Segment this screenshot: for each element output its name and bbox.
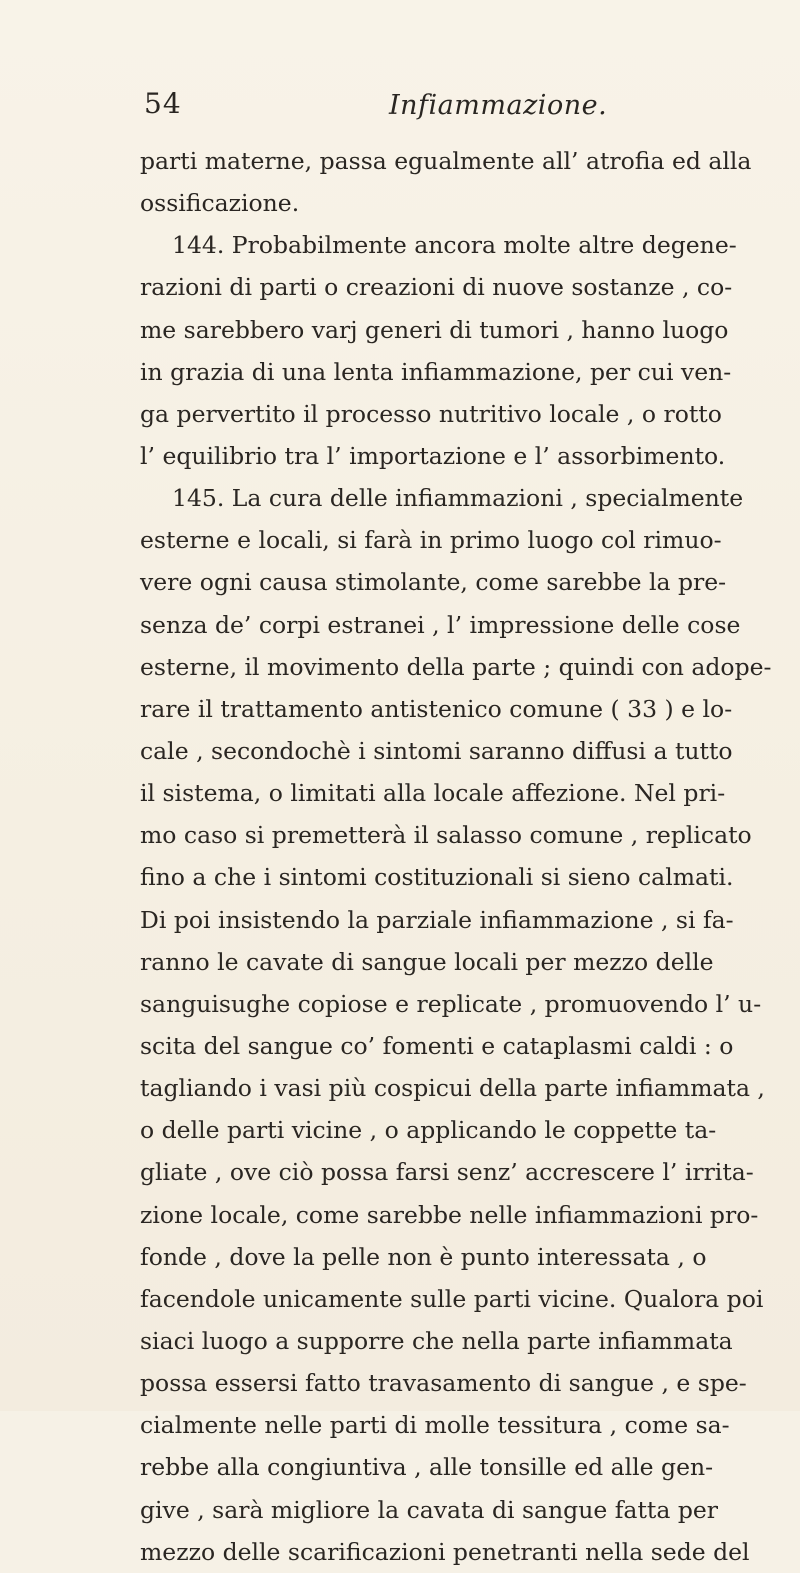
text-line: sanguisughe copiose e replicate , promuovendo l’ u- bbox=[140, 989, 762, 1018]
text-line: ossificazione. bbox=[140, 189, 300, 218]
text-line: give , sarà migliore la cavata di sangue fatta per bbox=[140, 1495, 718, 1524]
text-line: esterne, il movimento della parte ; quindi con adope- bbox=[140, 652, 772, 681]
paragraph-144-start: 144. Probabilmente ancora molte altre degene- bbox=[172, 231, 737, 260]
text-line: o delle parti vicine , o applicando le coppette ta- bbox=[140, 1116, 717, 1145]
text-line: cale , secondochè i sintomi saranno diffusi a tutto bbox=[140, 736, 733, 765]
text-line: razioni di parti o creazioni di nuove sostanze , co- bbox=[140, 273, 733, 302]
text-line: rare il trattamento antistenico comune ( 33 ) e lo- bbox=[140, 694, 733, 723]
text-line: fino a che i sintomi costituzionali si sieno calmati. bbox=[140, 863, 734, 892]
text-line: mo caso si premetterà il salasso comune , replicato bbox=[140, 821, 752, 850]
paragraph-145-start: 145. La cura delle infiammazioni , specialmente bbox=[172, 484, 744, 513]
text-line: zione locale, come sarebbe nelle infiammazioni pro- bbox=[140, 1200, 759, 1229]
text-line: senza de’ corpi estranei , l’ impressione delle cose bbox=[140, 610, 741, 639]
text-line: scita del sangue co’ fomenti e cataplasmi caldi : o bbox=[140, 1031, 734, 1060]
text-line: mezzo delle scarificazioni penetranti nella sede del bbox=[140, 1537, 750, 1566]
text-line: Di poi insistendo la parziale infiammazione , si fa- bbox=[140, 905, 734, 934]
running-title: Infiammazione. bbox=[389, 90, 608, 121]
text-line: ga pervertito il processo nutritivo locale , o rotto bbox=[140, 399, 722, 428]
text-line: me sarebbero varj generi di tumori , hanno luogo bbox=[140, 315, 729, 344]
page-header bbox=[0, 86, 800, 126]
text-line: ranno le cavate di sangue locali per mezzo delle bbox=[140, 947, 714, 976]
text-line: parti materne, passa egualmente all’ atrofia ed alla bbox=[140, 147, 752, 175]
text-line: esterne e locali, si farà in primo luogo col rimuo- bbox=[140, 526, 722, 555]
text-line: tagliando i vasi più cospicui della parte infiammata , bbox=[140, 1074, 765, 1103]
body-text bbox=[140, 140, 772, 1573]
text-line: fonde , dove la pelle non è punto interessata , o bbox=[140, 1242, 707, 1271]
text-line: il sistema, o limitati alla locale affezione. Nel pri- bbox=[140, 779, 726, 808]
text-line: facendole unicamente sulle parti vicine. Qualora poi bbox=[140, 1284, 764, 1313]
text-line: rebbe alla congiuntiva , alle tonsille ed alle gen- bbox=[140, 1453, 714, 1482]
text-line: gliate , ove ciò possa farsi senz’ accrescere l’ irrita- bbox=[140, 1158, 754, 1187]
text-line: l’ equilibrio tra l’ importazione e l’ assorbimento. bbox=[140, 441, 726, 470]
text-line: in grazia di una lenta infiammazione, per cui ven- bbox=[140, 357, 732, 386]
text-line: vere ogni causa stimolante, come sarebbe la pre- bbox=[140, 568, 727, 597]
text-line: cialmente nelle parti di molle tessitura , come sa- bbox=[140, 1411, 730, 1440]
text-line: possa essersi fatto travasamento di sangue , e spe- bbox=[140, 1369, 747, 1398]
text-line: siaci luogo a supporre che nella parte infiammata bbox=[140, 1326, 733, 1355]
page-number: 54 bbox=[144, 87, 182, 120]
